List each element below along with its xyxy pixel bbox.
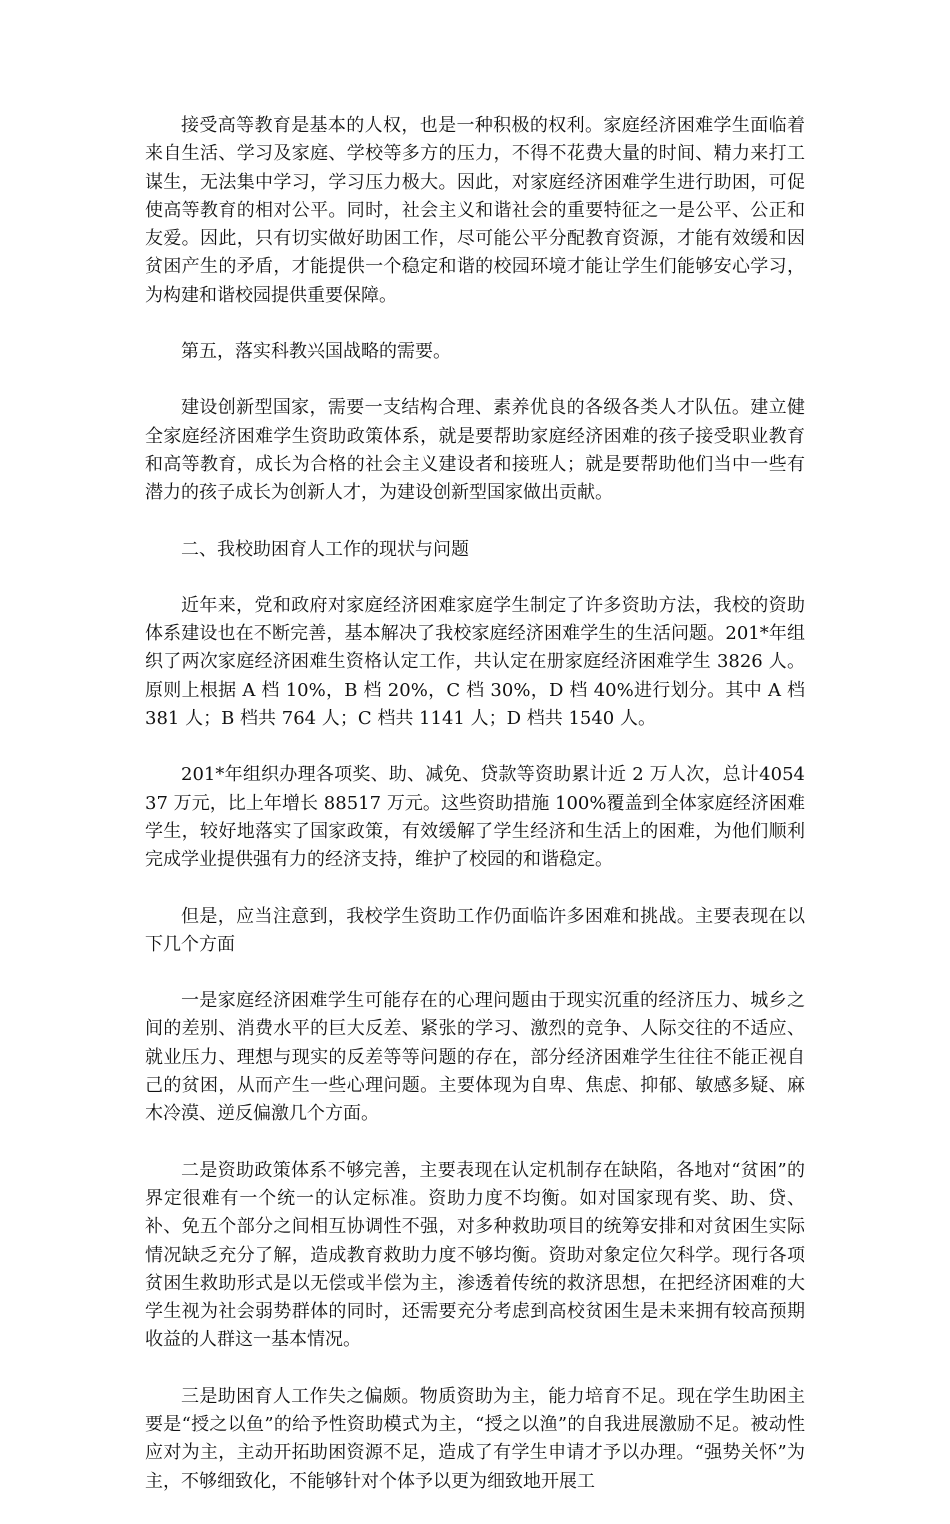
section-heading-status-and-problems: 二、我校助困育人工作的现状与问题 <box>181 538 469 560</box>
paragraph-innovative-nation: 建设创新型国家，需要一支结构合理、素养优良的各级各类人才队伍。建立健全家庭经济困难学生资助政策体系，就是要帮助家庭经济困难的孩子接受职业教育和高等教育，成长为合格的社会主义建设者和接班人；就是要帮助他们当中一些有潜力的孩子成长为创新人才，为建设创新型国家做出贡献。 <box>145 397 805 504</box>
paragraph-work-bias: 三是助困育人工作失之偏颇。物质资助为主，能力培育不足。现在学生助困主要是“授之以鱼”的给予性资助模式为主，“授之以渔”的自我进展激励不足。被动性应对为主，主动开拓助困资源不足，造成了有学生申请才予以办理。“强势关怀”为主，不够细致化，不能够针对个体予以更为细致地开展工 <box>145 1385 805 1492</box>
paragraph-fifth-point: 第五，落实科教兴国战略的需要。 <box>181 341 451 363</box>
document-body <box>145 112 805 1524</box>
paragraph-recent-years: 近年来，党和政府对家庭经济困难家庭学生制定了许多资助方法，我校的资助体系建设也在不断完善，基本解决了我校家庭经济困难学生的生活问题。201*年组织了两次家庭经济困难生资格认定工作，共认定在册家庭经济困难学生 3826 人。原则上根据 A 档 10%，B 档 20%，C 档 30%，D 档 40%进行划分。其中 A 档 381 人；B 档共 764 人；C 档共 1141 人；D 档共 1540 人。 <box>145 594 805 730</box>
paragraph-psychological-issues: 一是家庭经济困难学生可能存在的心理问题由于现实沉重的经济压力、城乡之间的差别、消费水平的巨大反差、紧张的学习、激烈的竞争、人际交往的不适应、就业压力、理想与现实的反差等等问题的存在，部分经济困难学生往往不能正视自己的贫困，从而产生一些心理问题。主要体现为自卑、焦虑、抑郁、敏感多疑、麻木冷漠、逆反偏激几个方面。 <box>145 990 805 1125</box>
paragraph-funding-totals: 201*年组织办理各项奖、助、减免、贷款等资助累计近 2 万人次，总计405437 万元，比上年增长 88517 万元。这些资助措施 100%覆盖到全体家庭经济困难学生，较好地落实了国家政策，有效缓解了学生经济和生活上的困难，为他们顺利完成学业提供强有力的经济支持，维护了校园的和谐稳定。 <box>145 764 805 871</box>
paragraph-education-rights: 接受高等教育是基本的人权，也是一种积极的权利。家庭经济困难学生面临着来自生活、学习及家庭、学校等多方的压力，不得不花费大量的时间、精力来打工谋生，无法集中学习，学习压力极大。因此，对家庭经济困难学生进行助困，可促使高等教育的相对公平。同时，社会主义和谐社会的重要特征之一是公平、公正和友爱。因此，只有切实做好助困工作，尽可能公平分配教育资源，才能有效缓和因贫困产生的矛盾，才能提供一个稳定和谐的校园环境才能让学生们能够安心学习，为构建和谐校园提供重要保障。 <box>145 115 805 306</box>
paragraph-policy-system: 二是资助政策体系不够完善，主要表现在认定机制存在缺陷，各地对“贫困”的界定很难有一个统一的认定标准。资助力度不均衡。如对国家现有奖、助、贷、补、免五个部分之间相互协调性不强，对多种救助项目的统筹安排和对贫困生实际情况缺乏充分了解，造成教育救助力度不够均衡。资助对象定位欠科学。现行各项贫困生救助形式是以无偿或半偿为主，渗透着传统的救济思想，在把经济困难的大学生视为社会弱势群体的同时，还需要充分考虑到高校贫困生是未来拥有较高预期收益的人群这一基本情况。 <box>145 1159 805 1351</box>
paragraph-challenges-intro: 但是，应当注意到，我校学生资助工作仍面临许多困难和挑战。主要表现在以下几个方面 <box>145 905 805 955</box>
